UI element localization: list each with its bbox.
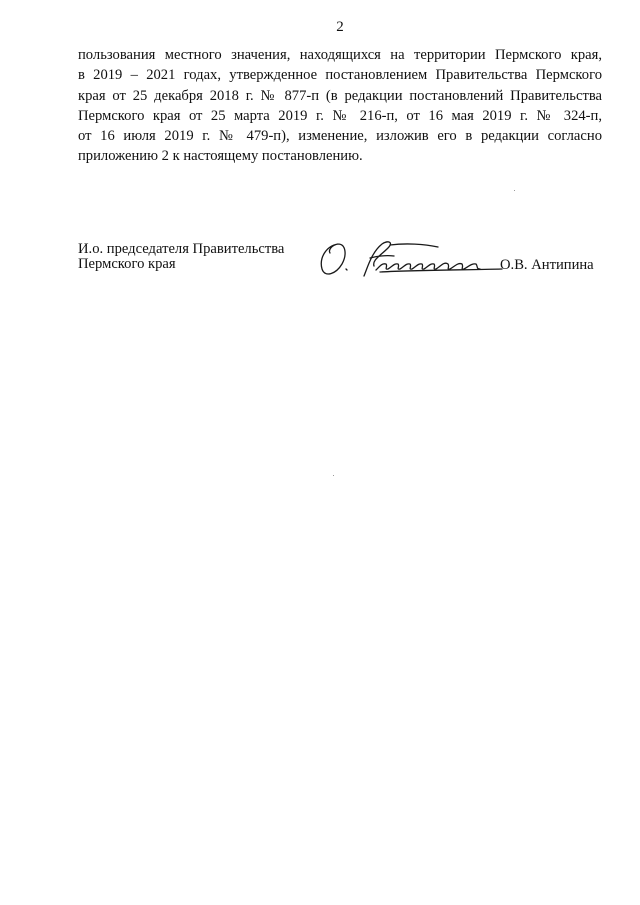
- handwritten-signature: [316, 236, 506, 282]
- signer-position-line: И.о. председателя Правительства: [78, 241, 285, 257]
- signer-position: [78, 242, 284, 272]
- body-line: края от 25 декабря 2018 г. № 877-п (в редакции постановлений Правительства: [78, 87, 602, 104]
- body-paragraph: [78, 45, 602, 167]
- scan-artifact: [514, 190, 515, 191]
- signer-position-line: Пермского края: [78, 256, 176, 272]
- scan-artifact: [333, 475, 334, 476]
- body-line: пользования местного значения, находящихся на территории Пермского края,: [78, 47, 602, 63]
- signer-name: О.В. Антипина: [500, 257, 594, 273]
- body-line: от 16 июля 2019 г. № 479-п), изменение, изложив его в редакции согласно: [78, 128, 602, 145]
- page-number: 2: [336, 19, 344, 35]
- body-line: приложению 2 к настоящему постановлению.: [78, 148, 363, 165]
- body-line: Пермского края от 25 марта 2019 г. № 216-п, от 16 мая 2019 г. № 324-п,: [78, 107, 602, 124]
- body-line: в 2019 – 2021 годах, утвержденное постановлением Правительства Пермского: [78, 67, 602, 84]
